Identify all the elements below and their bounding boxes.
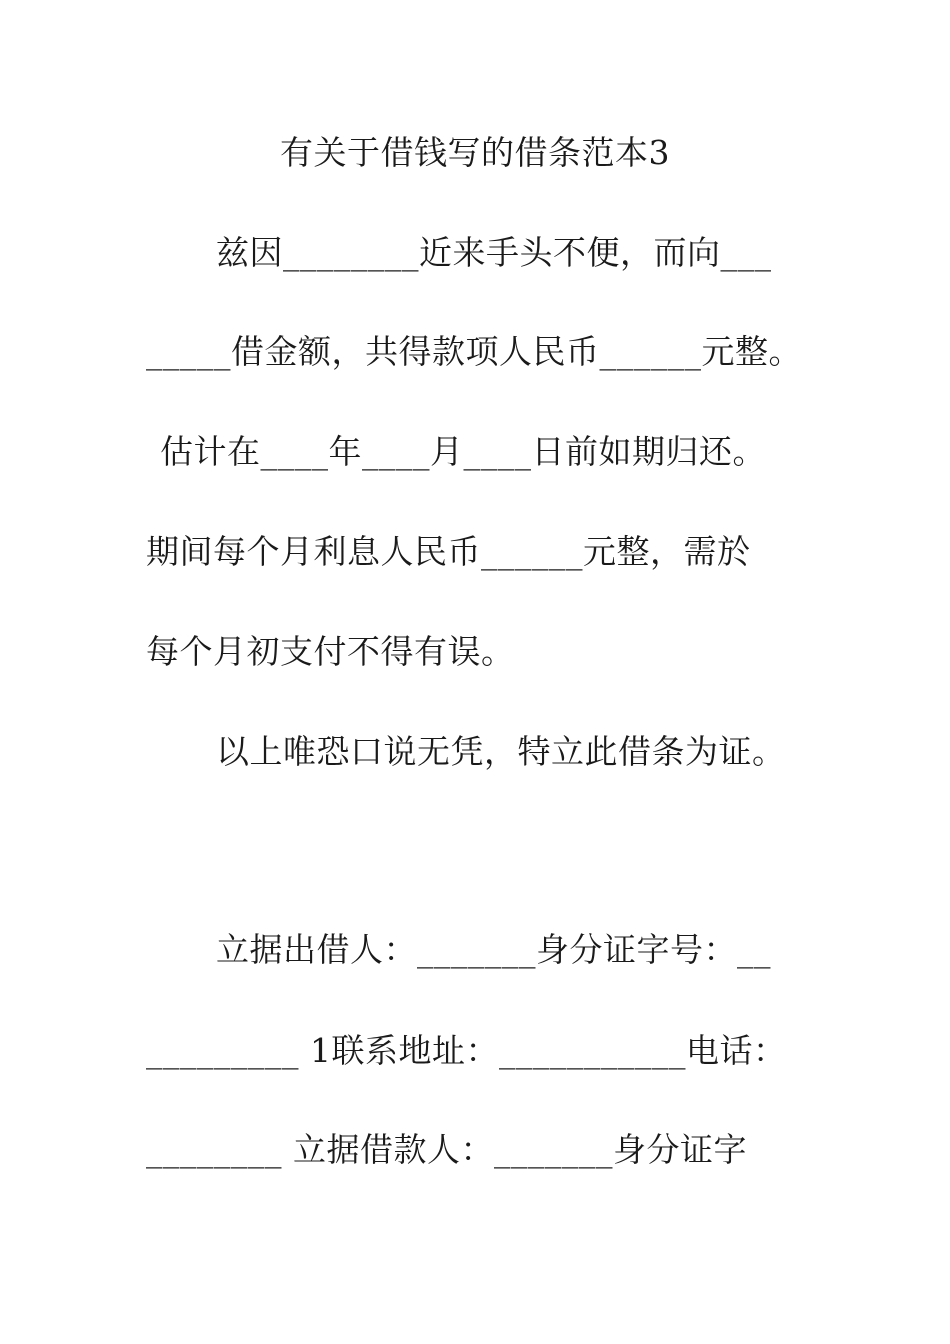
signature-line-borrower: ________ 立据借款人：_______身分证字	[146, 1130, 747, 1169]
signature-line-lender: 立据出借人：_______身分证字号：__	[216, 930, 771, 969]
body-line-3: 估计在____年____月____日前如期归还。	[160, 432, 766, 471]
body-line-4: 期间每个月利息人民币______元整，需於	[146, 532, 751, 571]
body-line-1: 兹因________近来手头不便，而向___	[216, 233, 772, 272]
body-line-6: 以上唯恐口说无凭，特立此借条为证。	[216, 732, 786, 771]
body-line-5: 每个月初支付不得有误。	[146, 632, 515, 671]
document-title: 有关于借钱写的借条范本3	[280, 133, 670, 172]
body-line-2: _____借金额，共得款项人民币______元整。	[146, 332, 802, 371]
signature-line-contact: _________ 1联系地址：___________电话：	[146, 1031, 787, 1070]
